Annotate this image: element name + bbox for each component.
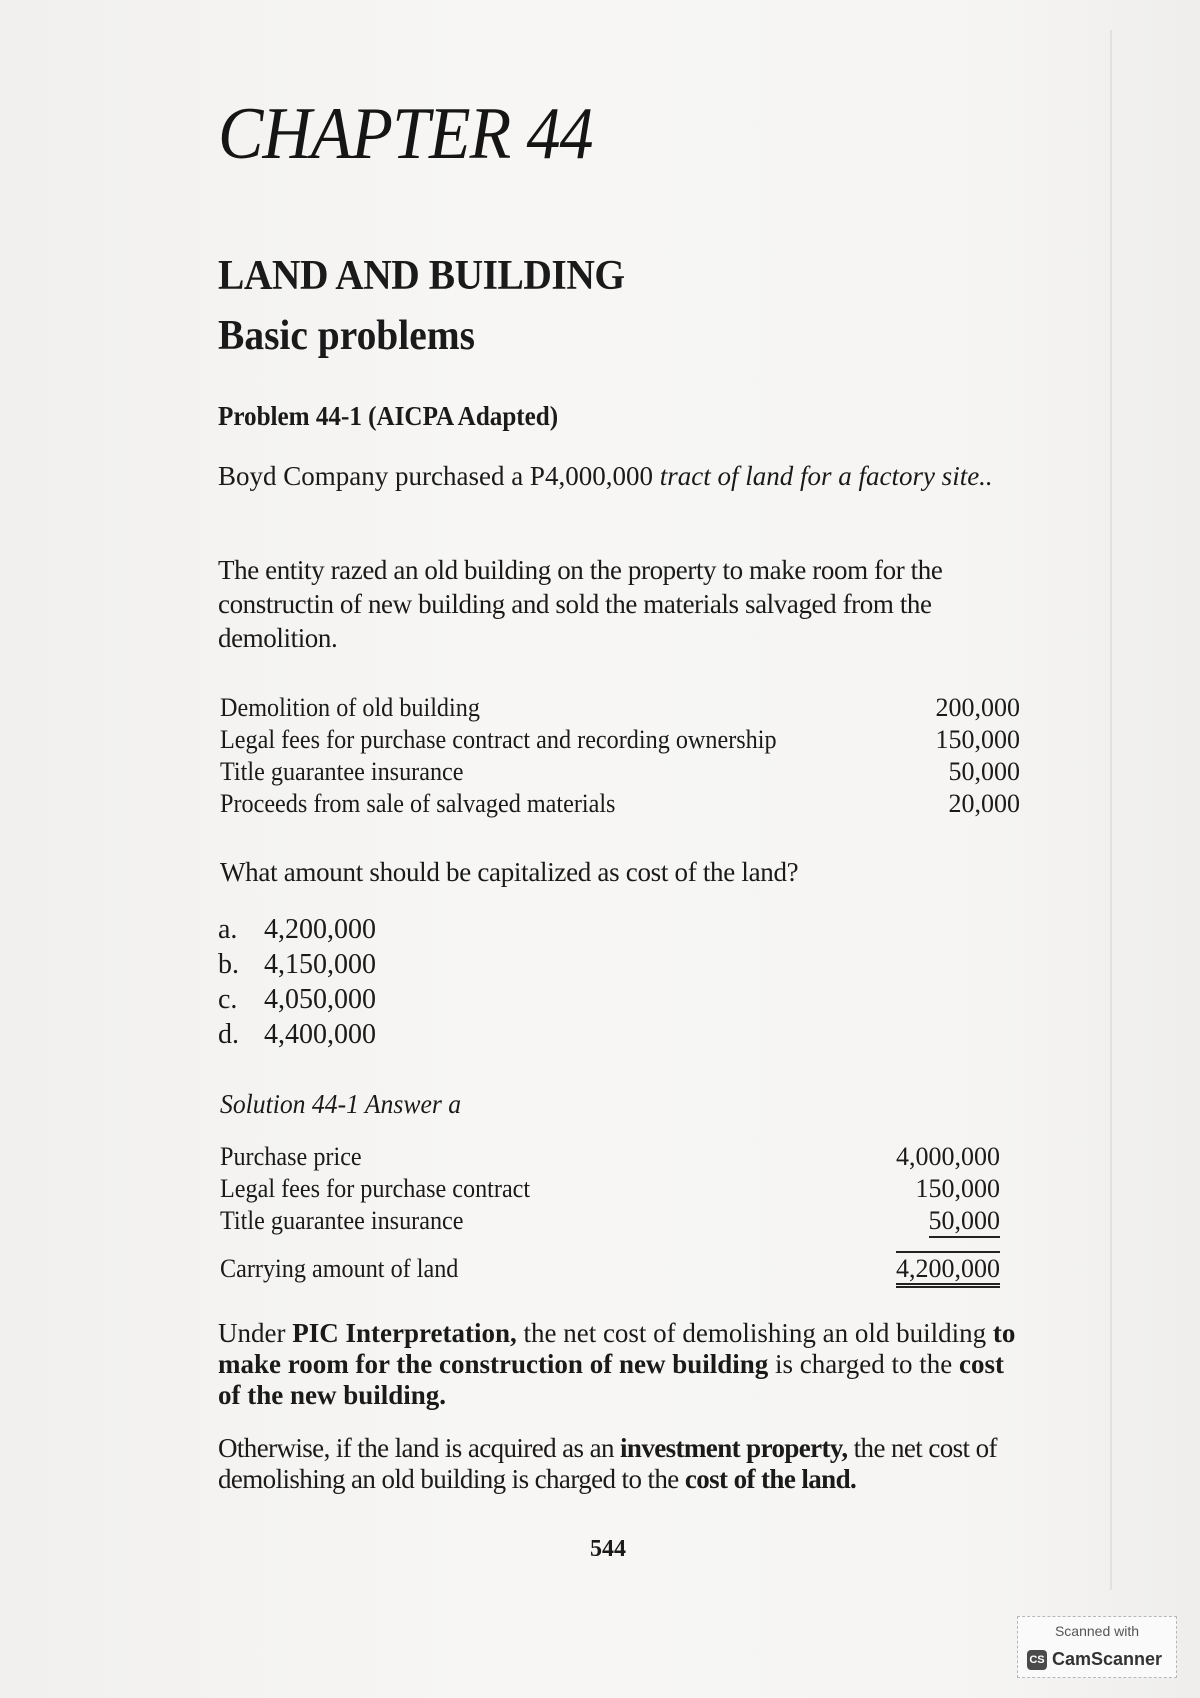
bold-span: cost of the land. bbox=[684, 1464, 857, 1494]
solution-amount-underlined: 50,000 bbox=[929, 1206, 1001, 1238]
cost-list bbox=[220, 692, 1020, 820]
chapter-title: CHAPTER 44 bbox=[218, 93, 593, 175]
choice-value: 4,150,000 bbox=[264, 949, 376, 980]
solution-total-amount: 4,200,000 bbox=[896, 1251, 1000, 1288]
problem-intro-italic: tract of land for a factory site.. bbox=[659, 461, 993, 491]
watermark-line1: Scanned with bbox=[1054, 1623, 1140, 1639]
solution-label: Title guarantee insurance bbox=[220, 1206, 464, 1235]
choice-letter: d. bbox=[218, 1019, 239, 1050]
problem-intro-normal: Boyd Company purchased a P4,000,000 bbox=[218, 461, 660, 491]
solution-title: Solution 44-1 Answer a bbox=[220, 1089, 462, 1119]
bold-span: investment property, bbox=[620, 1433, 848, 1463]
cost-amount: 200,000 bbox=[935, 693, 1020, 722]
text-span: Otherwise, if the land is acquired as an bbox=[218, 1433, 621, 1463]
cost-label: Title guarantee insurance bbox=[220, 757, 464, 786]
cost-row bbox=[220, 692, 1020, 724]
choice-value: 4,050,000 bbox=[264, 984, 376, 1015]
page-number: 544 bbox=[590, 1536, 626, 1562]
camscanner-watermark bbox=[1017, 1616, 1177, 1678]
text-span: the net cost of demolishing an old building bbox=[516, 1318, 993, 1348]
cost-row bbox=[220, 724, 1020, 756]
bold-span: cost of the new building. bbox=[218, 1349, 1004, 1410]
problem-title: Problem 44-1 (AICPA Adapted) bbox=[218, 401, 559, 431]
choice-b bbox=[218, 947, 376, 982]
solution-table bbox=[220, 1141, 1000, 1285]
cost-label: Demolition of old building bbox=[220, 693, 480, 722]
cost-row bbox=[220, 788, 1020, 820]
answer-choices bbox=[218, 912, 376, 1052]
choice-letter: c. bbox=[218, 984, 238, 1015]
solution-total-label: Carrying amount of land bbox=[220, 1254, 459, 1283]
bold-span: to make room for the construction of new building bbox=[218, 1318, 1016, 1379]
text-span: the net cost of demolishing an old building is charged to the bbox=[218, 1433, 997, 1494]
watermark-line2: CamScanner bbox=[1052, 1649, 1163, 1669]
problem-intro bbox=[218, 459, 1023, 493]
solution-label: Legal fees for purchase contract bbox=[220, 1174, 531, 1203]
solution-total-row bbox=[220, 1253, 1000, 1285]
choice-letter: b. bbox=[218, 949, 239, 980]
text-span: is charged to the bbox=[768, 1349, 959, 1379]
text-span: Under bbox=[218, 1318, 293, 1348]
solution-amount: 150,000 bbox=[915, 1174, 1000, 1203]
solution-amount bbox=[870, 1205, 1000, 1237]
solution-row bbox=[220, 1205, 1000, 1237]
page-edge-shadow bbox=[1110, 30, 1112, 1590]
solution-amount: 4,000,000 bbox=[896, 1142, 1000, 1171]
solution-row bbox=[220, 1141, 1000, 1173]
choice-a bbox=[218, 912, 376, 947]
solution-label: Purchase price bbox=[220, 1142, 362, 1171]
choice-c bbox=[218, 982, 376, 1017]
section-heading: LAND AND BUILDING bbox=[218, 253, 625, 299]
camscanner-logo-icon: CS bbox=[1027, 1650, 1047, 1670]
cost-amount: 50,000 bbox=[948, 757, 1020, 786]
pic-interpretation-paragraph bbox=[218, 1318, 1023, 1411]
section-subheading: Basic problems bbox=[218, 313, 476, 359]
investment-property-paragraph bbox=[218, 1433, 1023, 1495]
cost-amount: 150,000 bbox=[935, 725, 1020, 754]
question-text: What amount should be capitalized as cost of the land? bbox=[220, 857, 799, 887]
cost-label: Proceeds from sale of salvaged materials bbox=[220, 789, 616, 818]
cost-row bbox=[220, 756, 1020, 788]
cost-label: Legal fees for purchase contract and recording ownership bbox=[220, 725, 777, 754]
solution-row bbox=[220, 1173, 1000, 1205]
choice-value: 4,200,000 bbox=[264, 914, 376, 945]
problem-text: The entity razed an old building on the property to make room for the constructin of new building and sold the materials salvaged from the demolition. bbox=[218, 555, 943, 653]
bold-span: PIC Interpretation, bbox=[292, 1318, 517, 1348]
choice-letter: a. bbox=[218, 914, 238, 945]
solution-total bbox=[870, 1253, 1000, 1285]
choice-d bbox=[218, 1017, 376, 1052]
choice-value: 4,400,000 bbox=[264, 1019, 376, 1050]
cost-amount: 20,000 bbox=[948, 789, 1020, 818]
